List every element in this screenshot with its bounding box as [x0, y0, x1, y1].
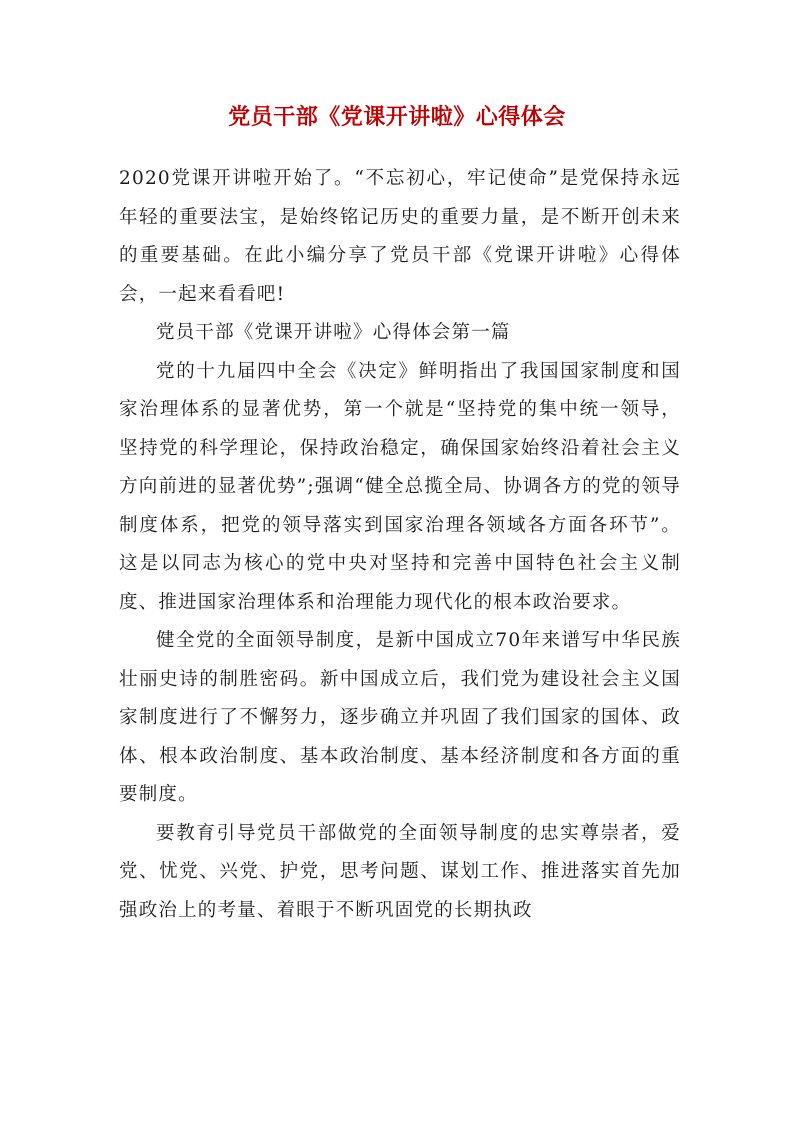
- body-paragraph: 党的十九届四中全会《决定》鲜明指出了我国国家制度和国家治理体系的显著优势，第一个就是“坚持党的集中统一领导，坚持党的科学理论，保持政治稳定，确保国家始终沿着社会主义方向前进的显著优势”;强调“健全总揽全局、协调各方的党的领导制度体系，把党的领导落实到国家治理各领域各方面各环节”。这是以同志为核心的党中央对坚持和完善中国特色社会主义制度、推进国家治理体系和治理能力现代化的根本政治要求。: [119, 360, 681, 613]
- body-paragraph: 要教育引导党员干部做党的全面领导制度的忠实尊崇者，爱党、忧党、兴党、护党，思考问题、谋划工作、推进落实首先加强政治上的考量、着眼于不断巩固党的长期执政: [119, 822, 681, 921]
- document-title: 党员干部《党课开讲啦》心得体会: [228, 104, 566, 130]
- document-body: [119, 160, 681, 930]
- section-heading: 党员干部《党课开讲啦》心得体会第一篇: [156, 322, 511, 343]
- body-paragraph: 健全党的全面领导制度，是新中国成立70年来谱写中华民族壮丽史诗的制胜密码。新中国成立后，我们党为建设社会主义国家制度进行了不懈努力，逐步确立并巩固了我们国家的国体、政体、根本政治制度、基本政治制度、基本经济制度和各方面的重要制度。: [119, 630, 681, 805]
- intro-paragraph: 2020党课开讲啦开始了。“不忘初心，牢记使命”是党保持永远年轻的重要法宝，是始终铭记历史的重要力量，是不断开创未来的重要基础。在此小编分享了党员干部《党课开讲啦》心得体会，一起来看看吧!: [119, 168, 681, 305]
